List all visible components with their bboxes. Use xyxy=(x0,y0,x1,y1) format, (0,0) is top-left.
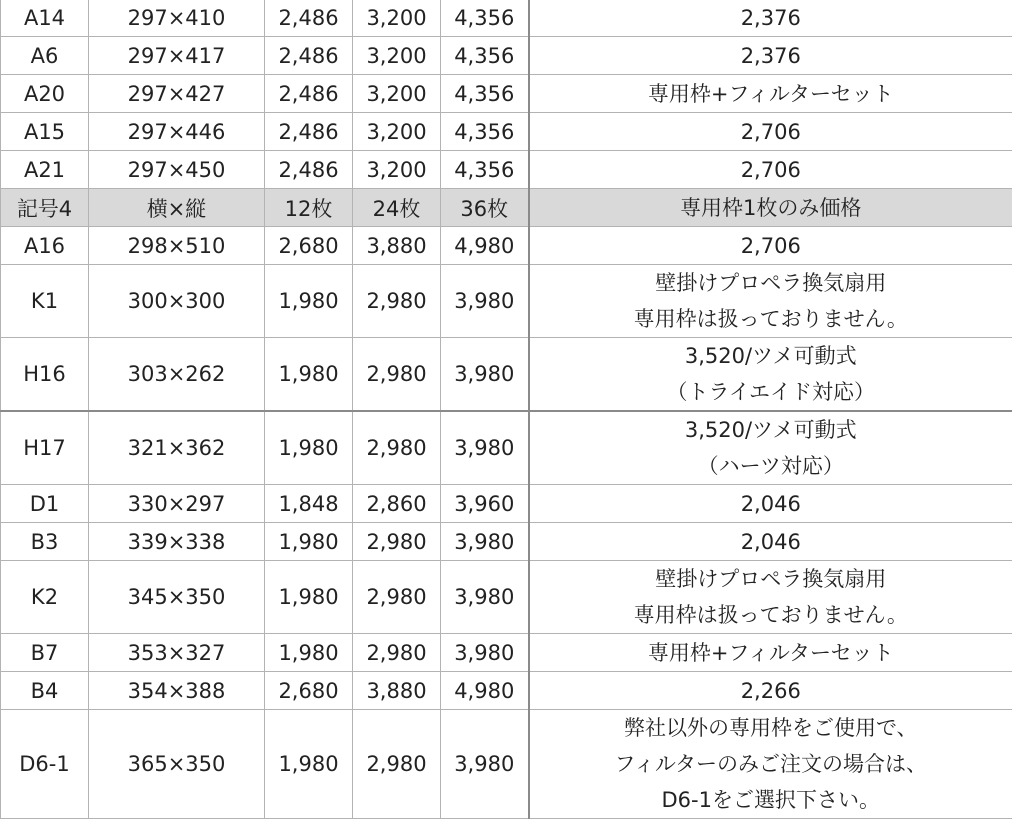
note-line: 2,046 xyxy=(740,529,801,554)
note-line: 2,706 xyxy=(740,157,801,182)
table-row xyxy=(1,634,1012,672)
size-cell: 298×510 xyxy=(89,227,265,265)
note-cell xyxy=(529,634,1012,672)
note-cell xyxy=(529,338,1012,412)
price-24-cell: 3,200 xyxy=(353,75,441,113)
price-24-cell: 2,860 xyxy=(353,485,441,523)
header-note: 専用枠1枚のみ価格 xyxy=(529,189,1012,227)
table-row xyxy=(1,37,1012,75)
note-cell xyxy=(529,75,1012,113)
note-line: （トライエイド対応） xyxy=(666,380,876,404)
price-36-cell: 4,980 xyxy=(441,672,529,710)
price-24-cell: 2,980 xyxy=(353,523,441,561)
note-line: 専用枠+フィルターセット xyxy=(647,81,894,106)
price-12-cell: 1,980 xyxy=(265,710,353,819)
table-row xyxy=(1,561,1012,634)
size-cell: 297×450 xyxy=(89,151,265,189)
table-row xyxy=(1,0,1012,37)
table-header-row xyxy=(1,189,1012,227)
code-cell: D6-1 xyxy=(1,710,89,819)
price-12-cell: 1,848 xyxy=(265,485,353,523)
code-cell: H16 xyxy=(1,338,89,412)
table-row xyxy=(1,113,1012,151)
price-12-cell: 2,486 xyxy=(265,151,353,189)
price-12-cell: 2,486 xyxy=(265,75,353,113)
size-cell: 345×350 xyxy=(89,561,265,634)
table-row xyxy=(1,75,1012,113)
note-line: 3,520/ツメ可動式 xyxy=(684,418,857,442)
note-line: 2,706 xyxy=(740,233,801,258)
table-row xyxy=(1,523,1012,561)
size-cell: 321×362 xyxy=(89,411,265,485)
note-cell xyxy=(529,227,1012,265)
code-cell: K2 xyxy=(1,561,89,634)
size-cell: 300×300 xyxy=(89,265,265,338)
note-cell xyxy=(529,37,1012,75)
size-cell: 339×338 xyxy=(89,523,265,561)
note-line: 専用枠+フィルターセット xyxy=(647,640,894,665)
size-cell: 297×427 xyxy=(89,75,265,113)
price-36-cell: 4,356 xyxy=(441,113,529,151)
price-36-cell: 4,356 xyxy=(441,75,529,113)
price-24-cell: 2,980 xyxy=(353,265,441,338)
note-cell xyxy=(529,113,1012,151)
price-24-cell: 2,980 xyxy=(353,634,441,672)
price-36-cell: 3,980 xyxy=(441,338,529,412)
note-line: D6-1をご選択下さい。 xyxy=(661,788,880,812)
price-12-cell: 2,486 xyxy=(265,0,353,37)
note-line: 2,266 xyxy=(740,678,801,703)
price-24-cell: 2,980 xyxy=(353,710,441,819)
code-cell: A14 xyxy=(1,0,89,37)
price-36-cell: 4,356 xyxy=(441,0,529,37)
note-line: フィルターのみご注文の場合は、 xyxy=(614,752,927,776)
price-12-cell: 1,980 xyxy=(265,523,353,561)
note-cell xyxy=(529,411,1012,485)
code-cell: A16 xyxy=(1,227,89,265)
price-24-cell: 2,980 xyxy=(353,338,441,412)
price-24-cell: 3,200 xyxy=(353,37,441,75)
note-cell xyxy=(529,151,1012,189)
price-12-cell: 2,486 xyxy=(265,113,353,151)
price-36-cell: 4,980 xyxy=(441,227,529,265)
note-cell xyxy=(529,710,1012,819)
size-cell: 297×417 xyxy=(89,37,265,75)
price-12-cell: 1,980 xyxy=(265,411,353,485)
code-cell: K1 xyxy=(1,265,89,338)
note-cell xyxy=(529,523,1012,561)
table-row xyxy=(1,411,1012,485)
size-cell: 354×388 xyxy=(89,672,265,710)
note-cell xyxy=(529,265,1012,338)
table-row xyxy=(1,672,1012,710)
price-36-cell: 3,960 xyxy=(441,485,529,523)
note-cell xyxy=(529,485,1012,523)
price-36-cell: 3,980 xyxy=(441,265,529,338)
code-cell: A21 xyxy=(1,151,89,189)
price-36-cell: 3,980 xyxy=(441,561,529,634)
size-cell: 303×262 xyxy=(89,338,265,412)
price-24-cell: 3,200 xyxy=(353,151,441,189)
code-cell: A20 xyxy=(1,75,89,113)
price-24-cell: 3,200 xyxy=(353,0,441,37)
note-line: 2,376 xyxy=(740,5,801,30)
price-24-cell: 2,980 xyxy=(353,411,441,485)
table-row xyxy=(1,265,1012,338)
code-cell: A15 xyxy=(1,113,89,151)
note-line: 専用枠は扱っておりません。 xyxy=(633,603,908,627)
price-24-cell: 3,880 xyxy=(353,227,441,265)
table-row xyxy=(1,227,1012,265)
price-12-cell: 2,486 xyxy=(265,37,353,75)
size-cell: 297×410 xyxy=(89,0,265,37)
code-cell: B4 xyxy=(1,672,89,710)
header-code: 記号4 xyxy=(1,189,89,227)
header-24: 24枚 xyxy=(353,189,441,227)
price-12-cell: 2,680 xyxy=(265,672,353,710)
note-line: 2,706 xyxy=(740,119,801,144)
price-36-cell: 4,356 xyxy=(441,151,529,189)
price-36-cell: 3,980 xyxy=(441,710,529,819)
code-cell: D1 xyxy=(1,485,89,523)
size-cell: 330×297 xyxy=(89,485,265,523)
price-12-cell: 1,980 xyxy=(265,265,353,338)
note-line: 2,376 xyxy=(740,43,801,68)
header-36: 36枚 xyxy=(441,189,529,227)
price-24-cell: 3,200 xyxy=(353,113,441,151)
table-row xyxy=(1,338,1012,412)
table-row xyxy=(1,151,1012,189)
code-cell: A6 xyxy=(1,37,89,75)
price-36-cell: 4,356 xyxy=(441,37,529,75)
header-size: 横×縦 xyxy=(89,189,265,227)
price-24-cell: 3,880 xyxy=(353,672,441,710)
note-line: 2,046 xyxy=(740,491,801,516)
table-row xyxy=(1,485,1012,523)
note-line: （ハーツ対応） xyxy=(697,454,844,478)
price-36-cell: 3,980 xyxy=(441,634,529,672)
price-12-cell: 1,980 xyxy=(265,634,353,672)
price-36-cell: 3,980 xyxy=(441,411,529,485)
code-cell: B3 xyxy=(1,523,89,561)
size-cell: 297×446 xyxy=(89,113,265,151)
note-cell xyxy=(529,561,1012,634)
code-cell: H17 xyxy=(1,411,89,485)
price-36-cell: 3,980 xyxy=(441,523,529,561)
note-line: 壁掛けプロペラ換気扇用 xyxy=(655,567,887,591)
price-12-cell: 1,980 xyxy=(265,338,353,412)
price-12-cell: 1,980 xyxy=(265,561,353,634)
note-line: 専用枠は扱っておりません。 xyxy=(633,307,908,331)
price-12-cell: 2,680 xyxy=(265,227,353,265)
note-line: 壁掛けプロペラ換気扇用 xyxy=(655,271,887,295)
header-12: 12枚 xyxy=(265,189,353,227)
note-line: 弊社以外の専用枠をご使用で、 xyxy=(623,716,918,740)
note-cell xyxy=(529,0,1012,37)
size-cell: 353×327 xyxy=(89,634,265,672)
code-cell: B7 xyxy=(1,634,89,672)
table-row xyxy=(1,710,1012,819)
price-24-cell: 2,980 xyxy=(353,561,441,634)
note-cell xyxy=(529,672,1012,710)
size-cell: 365×350 xyxy=(89,710,265,819)
note-line: 3,520/ツメ可動式 xyxy=(684,344,857,368)
